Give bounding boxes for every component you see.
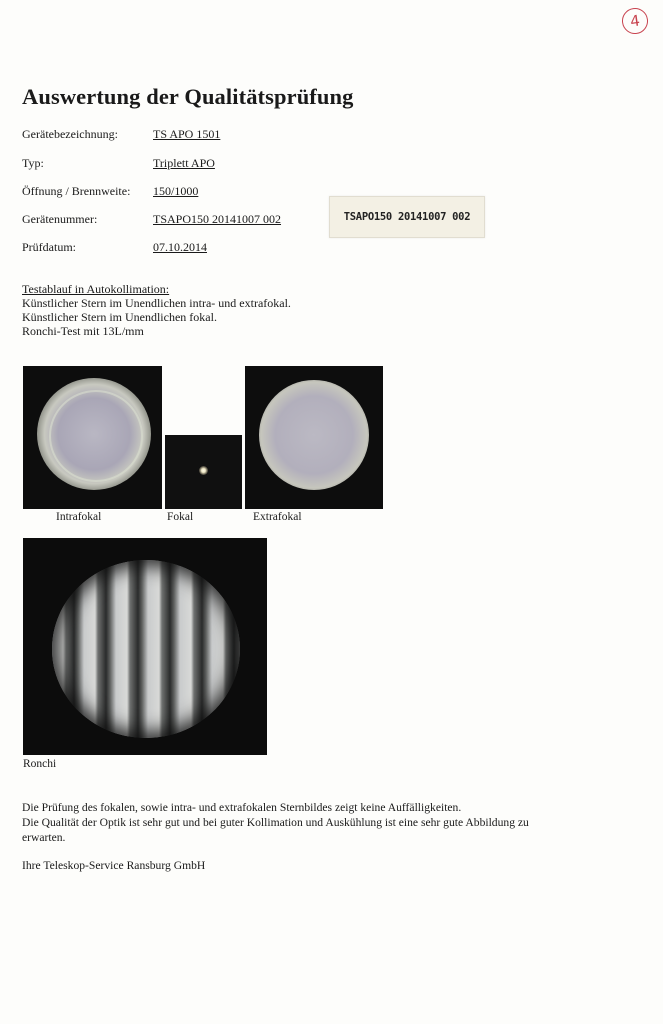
field-label-device-name: Gerätebezeichnung: <box>22 127 118 141</box>
test-line-2: Künstlicher Stern im Unendlichen fokal. <box>22 310 217 324</box>
field-value-serial: TSAPO150 20141007 002 <box>153 212 282 226</box>
conclusion-line-2: Die Qualität der Optik ist sehr gut und bei guter Kollimation und Auskühlung ist eine sehr gute Abbildung zu <box>22 816 529 829</box>
caption-ronchi: Ronchi <box>23 758 57 770</box>
field-value-test-date: 07.10.2014 <box>153 240 207 254</box>
serial-number-sticker-text: TSAPO150 20141007 002 <box>343 211 471 223</box>
caption-extrafocal: Extrafokal <box>253 511 302 523</box>
caption-intrafocal: Intrafokal <box>56 511 102 523</box>
ronchi-test-image <box>23 538 267 755</box>
handwritten-page-number: 4 <box>620 6 649 35</box>
field-value-type: Triplett APO <box>153 156 215 170</box>
field-label-serial: Gerätenummer: <box>22 212 98 226</box>
test-line-3: Ronchi-Test mit 13L/mm <box>22 324 144 338</box>
conclusion-line-3: erwarten. <box>22 831 66 844</box>
focal-star-image <box>165 435 242 509</box>
caption-focal: Fokal <box>167 511 194 523</box>
field-label-type: Typ: <box>22 156 44 170</box>
intrafocal-star-image <box>23 366 162 509</box>
conclusion-line-1: Die Prüfung des fokalen, sowie intra- und extrafokalen Sternbildes zeigt keine Auffälligkeiten. <box>22 801 462 814</box>
document-title: Auswertung der Qualitätsprüfung <box>22 84 354 109</box>
serial-number-sticker <box>329 196 485 238</box>
field-value-aperture: 150/1000 <box>153 184 199 198</box>
field-label-test-date: Prüfdatum: <box>22 240 76 254</box>
test-line-1: Künstlicher Stern im Unendlichen intra- und extrafokal. <box>22 296 291 310</box>
extrafocal-star-image <box>245 366 383 509</box>
field-label-aperture: Öffnung / Brennweite: <box>22 184 131 198</box>
field-value-device-name: TS APO 1501 <box>153 127 221 141</box>
company-signature: Ihre Teleskop-Service Ransburg GmbH <box>22 859 206 872</box>
test-procedure-heading: Testablauf in Autokollimation: <box>22 282 170 296</box>
